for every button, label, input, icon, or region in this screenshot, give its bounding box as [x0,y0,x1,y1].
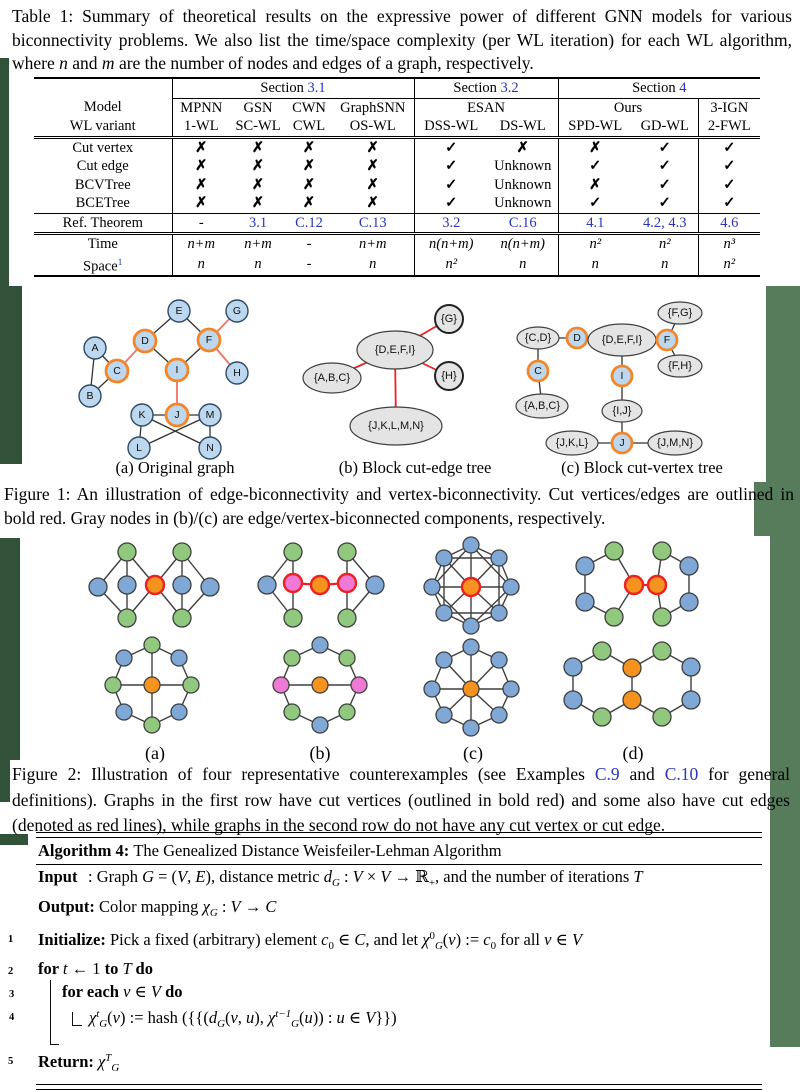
svg-text:D: D [141,335,149,347]
table-cell: n³ [698,234,760,254]
table-cell: n+m [358,236,387,252]
graph-node [284,543,302,561]
table-cell: ✓ [658,158,671,174]
algorithm-title: Algorithm 4: The Genealized Distance Weisfeiler-Lehman Algorithm [38,841,502,860]
component-FH [658,355,702,377]
svg-text:H: H [233,367,241,379]
svg-text:J: J [619,437,625,449]
component-CD [517,327,559,349]
svg-text:C: C [534,365,542,377]
svg-text:J: J [174,409,180,421]
table-cell: ✗ [251,158,265,174]
table-cell: ✗ [172,194,230,213]
table-cell: n [369,256,377,273]
graph-node [436,652,452,668]
table-cell: ✓ [698,157,760,176]
figure2d-label: (d) [622,743,644,763]
theorem-link[interactable]: C.16 [488,213,558,234]
section-3-1-link[interactable]: Section 3.1 [172,78,414,98]
graph-node [491,707,507,723]
figure2c-label: (c) [463,743,483,763]
graph-node [312,717,328,733]
row-label: BCVTree [74,176,131,193]
svg-text:C: C [113,365,121,377]
svg-text:I: I [175,364,179,376]
table-cell: ✓ [698,176,760,195]
table-cell: ✓ [414,157,488,176]
cut-vertex-node [146,576,164,594]
node-B [79,385,101,407]
graph-node [183,677,199,693]
svg-text:M: M [205,409,215,421]
graph-node [284,650,300,666]
node-N [199,437,221,459]
table-cell: ✗ [366,139,379,156]
graph-node [653,542,671,560]
wl-header: OS-WL [332,117,414,137]
graph-node [491,605,507,621]
node-H [226,362,248,384]
node-L [128,437,150,459]
wl-header: DSS-WL [414,117,488,137]
graph-node [463,537,479,553]
graph-node [144,717,160,733]
svg-text:K: K [138,409,146,421]
wl-header: 2-FWL [698,117,760,137]
model-header: GSN [243,99,273,116]
graph-node [576,593,594,611]
svg-text:E: E [175,305,183,317]
node-K [131,404,153,426]
theorem-link[interactable]: 3.2 [414,213,488,234]
graph-node [339,704,355,720]
table-cell: ✗ [302,158,316,174]
table-cell: n [172,254,230,277]
svg-text:{J,M,N}: {J,M,N} [656,437,694,449]
graph-node [623,659,641,677]
row-label: WL variant [34,117,172,137]
svg-text:{A,B,C}: {A,B,C} [313,372,351,384]
component-ABC [516,394,568,418]
figure2 [0,532,800,847]
svg-text:{C,D}: {C,D} [524,332,552,344]
table1-caption: Table 1: Summary of theoretical results on the expressive power of different GNN models for various biconnectivity problems. We also list the time/space complexity (per WL iteration) for each WL algorithm, where n and m are the number of nodes and edges of a graph, respectively. [12,6,792,73]
node-F-cut-vertex [198,329,220,351]
graph-node [116,650,132,666]
graph-node [593,708,611,726]
table-cell: ✗ [172,176,230,195]
graph-node [201,578,219,596]
svg-text:{G}: {G} [441,313,457,325]
table-cell: ✗ [366,176,379,193]
model-header: 3-IGN [698,98,760,117]
component-DEFI [588,324,656,356]
table-cell: ✓ [658,139,671,156]
table-cell: ✓ [658,176,671,193]
svg-text:N: N [206,442,214,454]
cut-vertex-C [528,361,548,381]
algorithm-line-4: 4 $\chi^t_G(v)$ := hash ({{($d_G(v$, u), $\chi^{t-1}_G(u)$) : u ∈ V}}) [9,1008,397,1031]
node-M [199,404,221,426]
graph-node [116,704,132,720]
cut-vertex-node [648,576,666,594]
wl-header: CWL [286,117,332,137]
table-cell: Unknown [494,158,552,174]
component-JMN [648,431,702,455]
node-I-cut-vertex [166,359,188,381]
wl-header: SPD-WL [558,117,632,137]
figure1 [0,288,800,532]
table-cell: ✓ [414,137,488,157]
component-FG [658,302,702,324]
theorem-link[interactable]: 4.1 [558,213,632,234]
graph-node [576,557,594,575]
figure2a-top-graph [85,540,225,635]
cut-vertex-I [612,366,632,386]
table-row-cut-vertex [34,137,760,157]
theorem-link[interactable]: C.13 [332,213,414,234]
table-cell: n+m [172,234,230,254]
component-ABC [303,363,361,393]
table-cell: n [661,256,669,273]
figure2-caption: Figure 2: Illustration of four representative counterexamples (see Examples C.9 and C.10 for general definitions). Graphs in the first row have cut vertices (outlined in bold red) and some also have cut edges (denoted as red lines), while graphs in the second row do not have any cut vertex or cut edge. [12,764,790,835]
graph-node [173,609,191,627]
graph-node [503,681,519,697]
table-row-cut-edge [34,157,760,176]
line-number: 3 [9,989,15,1001]
table-row-bcetree [34,194,760,213]
graph-node [273,677,289,693]
model-header: Ours [558,98,698,117]
figure1c-block-cut-vertex-tree [515,293,765,463]
graph-node [173,543,191,561]
figure2a-label: (a) [145,743,165,763]
table-cell: ✓ [558,194,632,213]
svg-text:{A,B,C}: {A,B,C} [523,400,561,412]
algorithm-bottom-rule [36,1084,762,1090]
table-cell: n [254,256,262,273]
wl-header: 1-WL [172,117,230,137]
table-row-bcvtree [34,176,760,195]
svg-text:A: A [91,342,99,354]
line-number: 2 [8,966,14,978]
table-cell: ✗ [302,176,316,193]
svg-text:{F,G}: {F,G} [667,307,693,319]
graph-node [564,691,582,709]
graph-node [653,608,671,626]
node-A [84,337,106,359]
svg-text:F: F [663,334,671,346]
graph-node [564,658,582,676]
section-3-2-link[interactable]: Section 3.2 [414,78,558,98]
svg-text:{J,K,L}: {J,K,L} [555,437,589,449]
graph-node [284,704,300,720]
component-IJ [602,400,642,422]
graph-node [463,639,479,655]
graph-node [312,637,328,653]
section-4-link[interactable]: Section 4 [558,78,760,98]
table-cell: ✓ [632,194,698,213]
graph-node [118,576,136,594]
graph-node [258,576,276,594]
algorithm-line-2: 2 for t ← 1 to T do [36,957,762,980]
line-number: 1 [8,933,14,945]
table-cell: n [519,256,527,273]
table-cell: ✗ [230,194,286,213]
graph-node [463,720,479,736]
graph-node [593,642,611,660]
table-cell: n(n+m) [500,236,545,252]
graph-node [144,677,160,693]
algorithm4-block [8,832,762,1090]
theorem-link[interactable]: 4.2, 4.3 [632,213,698,234]
graph-node [463,618,479,634]
table-cell: ✓ [414,194,488,213]
node-C-cut-vertex [106,360,128,382]
theorem-link[interactable]: 3.1 [230,213,286,234]
graph-node [503,579,519,595]
wl-header: DS-WL [488,117,558,137]
table-cell: ✗ [172,137,230,157]
graph-node [653,642,671,660]
theorem-link[interactable]: 4.6 [698,213,760,234]
model-header: GraphSNN [340,99,406,116]
cut-vertex-F [657,330,677,350]
node-D-cut-vertex [134,330,156,352]
table-cell: ✗ [366,158,379,174]
figure1a-subcaption: (a) Original graph [115,458,235,477]
svg-text:{H}: {H} [441,370,457,382]
figure2c-top-graph [423,535,523,635]
table-cell: ✗ [286,194,332,213]
graph-node [171,650,187,666]
graph-node [366,576,384,594]
svg-text:{D,E,F,I}: {D,E,F,I} [374,344,416,356]
table-row-model [34,98,760,117]
graph-node [436,707,452,723]
table-cell: n² [698,254,760,277]
table-cell: n² [558,234,632,254]
algorithm-output-line: Output: Color mapping $\chi_G$ : V → C [38,896,277,919]
table-cell: n² [414,254,488,277]
table-row-time [34,234,760,254]
line-number: 4 [9,1012,15,1024]
component-JKL [546,431,598,455]
svg-text:{D,E,F,I}: {D,E,F,I} [601,334,643,346]
graph-node [338,543,356,561]
figure1a-original-graph [62,293,257,463]
algorithm-line-1: 1 Initialize: Pick a fixed (arbitrary) element $c_0$ ∈ C, and let $\chi^0_G(v)$ := $c_0$ for all v ∈ V [8,929,583,952]
figure2a-bottom-graph [105,637,200,737]
graph-node [105,677,121,693]
graph-node [623,691,641,709]
for-loop-body [9,980,762,1045]
row-label: Space$^1$ [83,256,123,274]
row-label: Model [83,99,122,116]
cut-vertex-D [567,328,587,348]
node-J-cut-vertex [166,404,188,426]
model-header: ESAN [414,98,558,117]
figure2b-bottom-graph [273,637,368,737]
table-cell: - [306,236,312,252]
table-cell: ✓ [414,176,488,195]
graph-node [171,704,187,720]
table-cell: n(n+m) [414,234,488,254]
table-cell: ✗ [302,139,316,156]
table-cell: ✗ [251,139,265,156]
graph-node [653,708,671,726]
graph-node [424,681,440,697]
component-DEFI [357,331,433,369]
graph-node [284,609,302,627]
table-cell: n [558,254,632,277]
graph-node [339,650,355,666]
algorithm-line-5: 5 Return: $\chi^T_G$ [8,1052,120,1074]
table-cell: ✗ [251,176,265,193]
row-label: Cut vertex [72,139,134,156]
table-cell: n+m [244,236,272,252]
cut-vertex-J [612,433,632,453]
page-margin-left-1 [0,58,9,288]
table-cell: ✗ [558,176,632,195]
loop-end-bracket [72,1012,82,1026]
results-table [34,77,760,277]
table-cell: ✗ [172,157,230,176]
table1 [34,77,760,277]
graph-node [118,609,136,627]
figure2b-top-graph [255,540,390,635]
graph-node [682,691,700,709]
figure2d-top-graph [575,540,700,630]
model-header: CWN [292,99,326,116]
figure1b-block-cut-edge-tree [298,293,533,463]
graph-node [424,579,440,595]
model-header: MPNN [172,98,230,117]
table-cell: ✓ [698,194,760,213]
svg-text:F: F [205,334,213,346]
table-cell: Unknown [494,176,552,193]
graph-node [680,557,698,575]
graph-node [491,652,507,668]
node-G [226,300,248,322]
row-label: Time [87,236,118,252]
svg-text:D: D [573,332,581,344]
cut-vertex-node [311,576,329,594]
figure2c-bottom-graph [423,637,523,737]
line-number: 5 [8,1056,14,1068]
table-row-ref-theorem [34,213,760,234]
table-cell: ✓ [558,157,632,176]
table-corner [34,78,172,98]
cut-vertex-node [338,574,356,592]
wl-header: GD-WL [632,117,698,137]
table-cell: - [306,256,312,273]
table-cell: ✗ [558,137,632,157]
node-E [168,300,190,322]
graph-node [89,578,107,596]
row-label: Cut edge [76,158,129,174]
table-cell: - [172,213,230,234]
wl-header: SC-WL [230,117,286,137]
graph-node [118,543,136,561]
algorithm-input-line: Input : Graph G = (V, E), distance metric $d_G$ : V × V → ℝ$_+$, and the number of iterations T [38,867,643,889]
cut-vertex-node [625,576,643,594]
row-label: BCETree [34,194,172,213]
svg-text:I: I [620,370,624,382]
component-G [435,305,463,333]
algorithm-line-3: 3 for each v ∈ V do [51,980,762,1003]
graph-node [605,608,623,626]
table-row-wl-variant [34,117,760,137]
graph-node [144,637,160,653]
table-cell: ✗ [516,139,529,156]
figure1b-subcaption: (b) Block cut-edge tree [338,458,492,477]
table-row-sections [34,78,760,98]
graph-node [173,576,191,594]
svg-text:G: G [232,305,242,317]
theorem-link[interactable]: C.12 [286,213,332,234]
graph-node [682,658,700,676]
graph-node [605,542,623,560]
table-cell: ✓ [698,137,760,157]
svg-text:B: B [86,390,94,402]
component-JKLMN [350,407,442,445]
graph-node [351,677,367,693]
cut-vertex-node [462,578,480,596]
graph-node [436,550,452,566]
table-row-space [34,254,760,277]
graph-node [312,677,328,693]
figure1-caption: Figure 1: An illustration of edge-biconnectivity and vertex-biconnectivity. Cut vertices/edges are outlined in bold red. Gray nodes in (b)/(c) are edge/vertex-biconnected components, respectively. [4,484,794,528]
figure1c-subcaption: (c) Block cut-vertex tree [561,458,723,477]
component-H [435,362,463,390]
svg-text:{I,J}: {I,J} [612,405,632,417]
row-label: Ref. Theorem [34,213,172,234]
graph-node [436,605,452,621]
svg-text:{F,H}: {F,H} [668,360,692,372]
svg-text:{J,K,L,M,N}: {J,K,L,M,N} [368,420,424,432]
graph-node [491,550,507,566]
graph-node [338,609,356,627]
svg-text:L: L [136,442,142,454]
figure2d-bottom-graph [563,645,703,730]
table-cell: n² [658,236,671,252]
figure2b-label: (b) [309,743,331,763]
graph-node [680,593,698,611]
cut-vertex-node [284,574,302,592]
table-cell: ✗ [332,194,414,213]
table-cell: Unknown [488,194,558,213]
graph-node [463,681,479,697]
